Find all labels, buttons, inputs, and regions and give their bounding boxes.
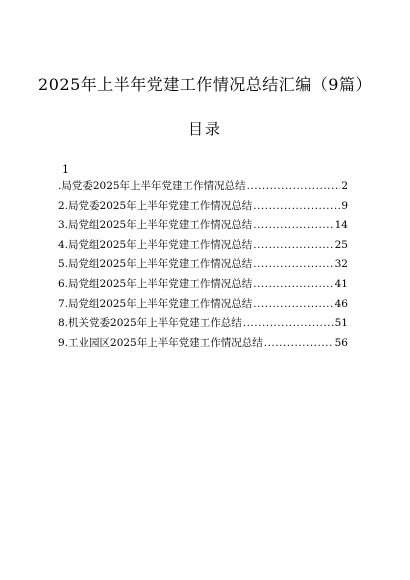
toc-entry-page: 9 [341,199,348,212]
toc-entry-title: 5.局党组2025年上半年党建工作情况总结 [58,258,253,271]
toc-entry-page: 46 [334,297,348,310]
toc-entry-title: 6.局党组2025年上半年党建工作情况总结 [58,277,253,290]
toc-entry[interactable] [58,276,348,296]
toc-entry[interactable] [58,335,348,355]
toc-entry[interactable] [58,315,348,335]
toc-dot-leader [253,298,333,310]
toc-entry-title: .局党委2025年上半年党建工作情况总结 [58,180,246,192]
document-title: 2025年上半年党建工作情况总结汇编（9篇） [38,75,372,94]
toc-marker: 1 [62,163,69,176]
toc-dot-leader [253,239,333,251]
toc-entry[interactable] [58,178,348,198]
toc-entry-title: 9.工业园区2025年上半年党建工作情况总结 [58,336,263,349]
toc-entry[interactable] [58,237,348,257]
toc-entry-title: 3.局党组2025年上半年党建工作情况总结 [58,219,253,232]
toc-entry[interactable] [58,217,348,237]
toc-entry-title: 8.机关党委2025年上半年党建工作总结 [58,317,242,330]
toc-entry-page: 32 [334,258,348,271]
toc-dot-leader [253,278,333,290]
toc-entry[interactable] [58,198,348,218]
table-of-contents [58,178,348,354]
toc-dot-leader [253,219,333,231]
toc-entry[interactable] [58,296,348,316]
toc-entry-title: 7.局党组2025年上半年党建工作情况总结 [58,297,253,310]
toc-dot-leader [264,337,334,349]
toc-entry-page: 41 [334,277,348,290]
toc-entry-title: 2.局党委2025年上半年党建工作情况总结 [58,199,253,212]
toc-entry-page: 14 [334,219,348,232]
toc-dot-leader [247,180,341,192]
toc-entry-page: 2 [341,180,348,192]
toc-entry-page: 25 [334,238,348,251]
toc-dot-leader [243,317,334,329]
toc-heading: 目录 [187,120,222,138]
toc-entry-page: 56 [334,336,348,349]
toc-dot-leader [253,258,333,270]
toc-entry-page: 51 [334,317,348,330]
toc-dot-leader [253,200,340,212]
toc-entry[interactable] [58,256,348,276]
toc-entry-title: 4.局党组2025年上半年党建工作情况总结 [58,238,253,251]
